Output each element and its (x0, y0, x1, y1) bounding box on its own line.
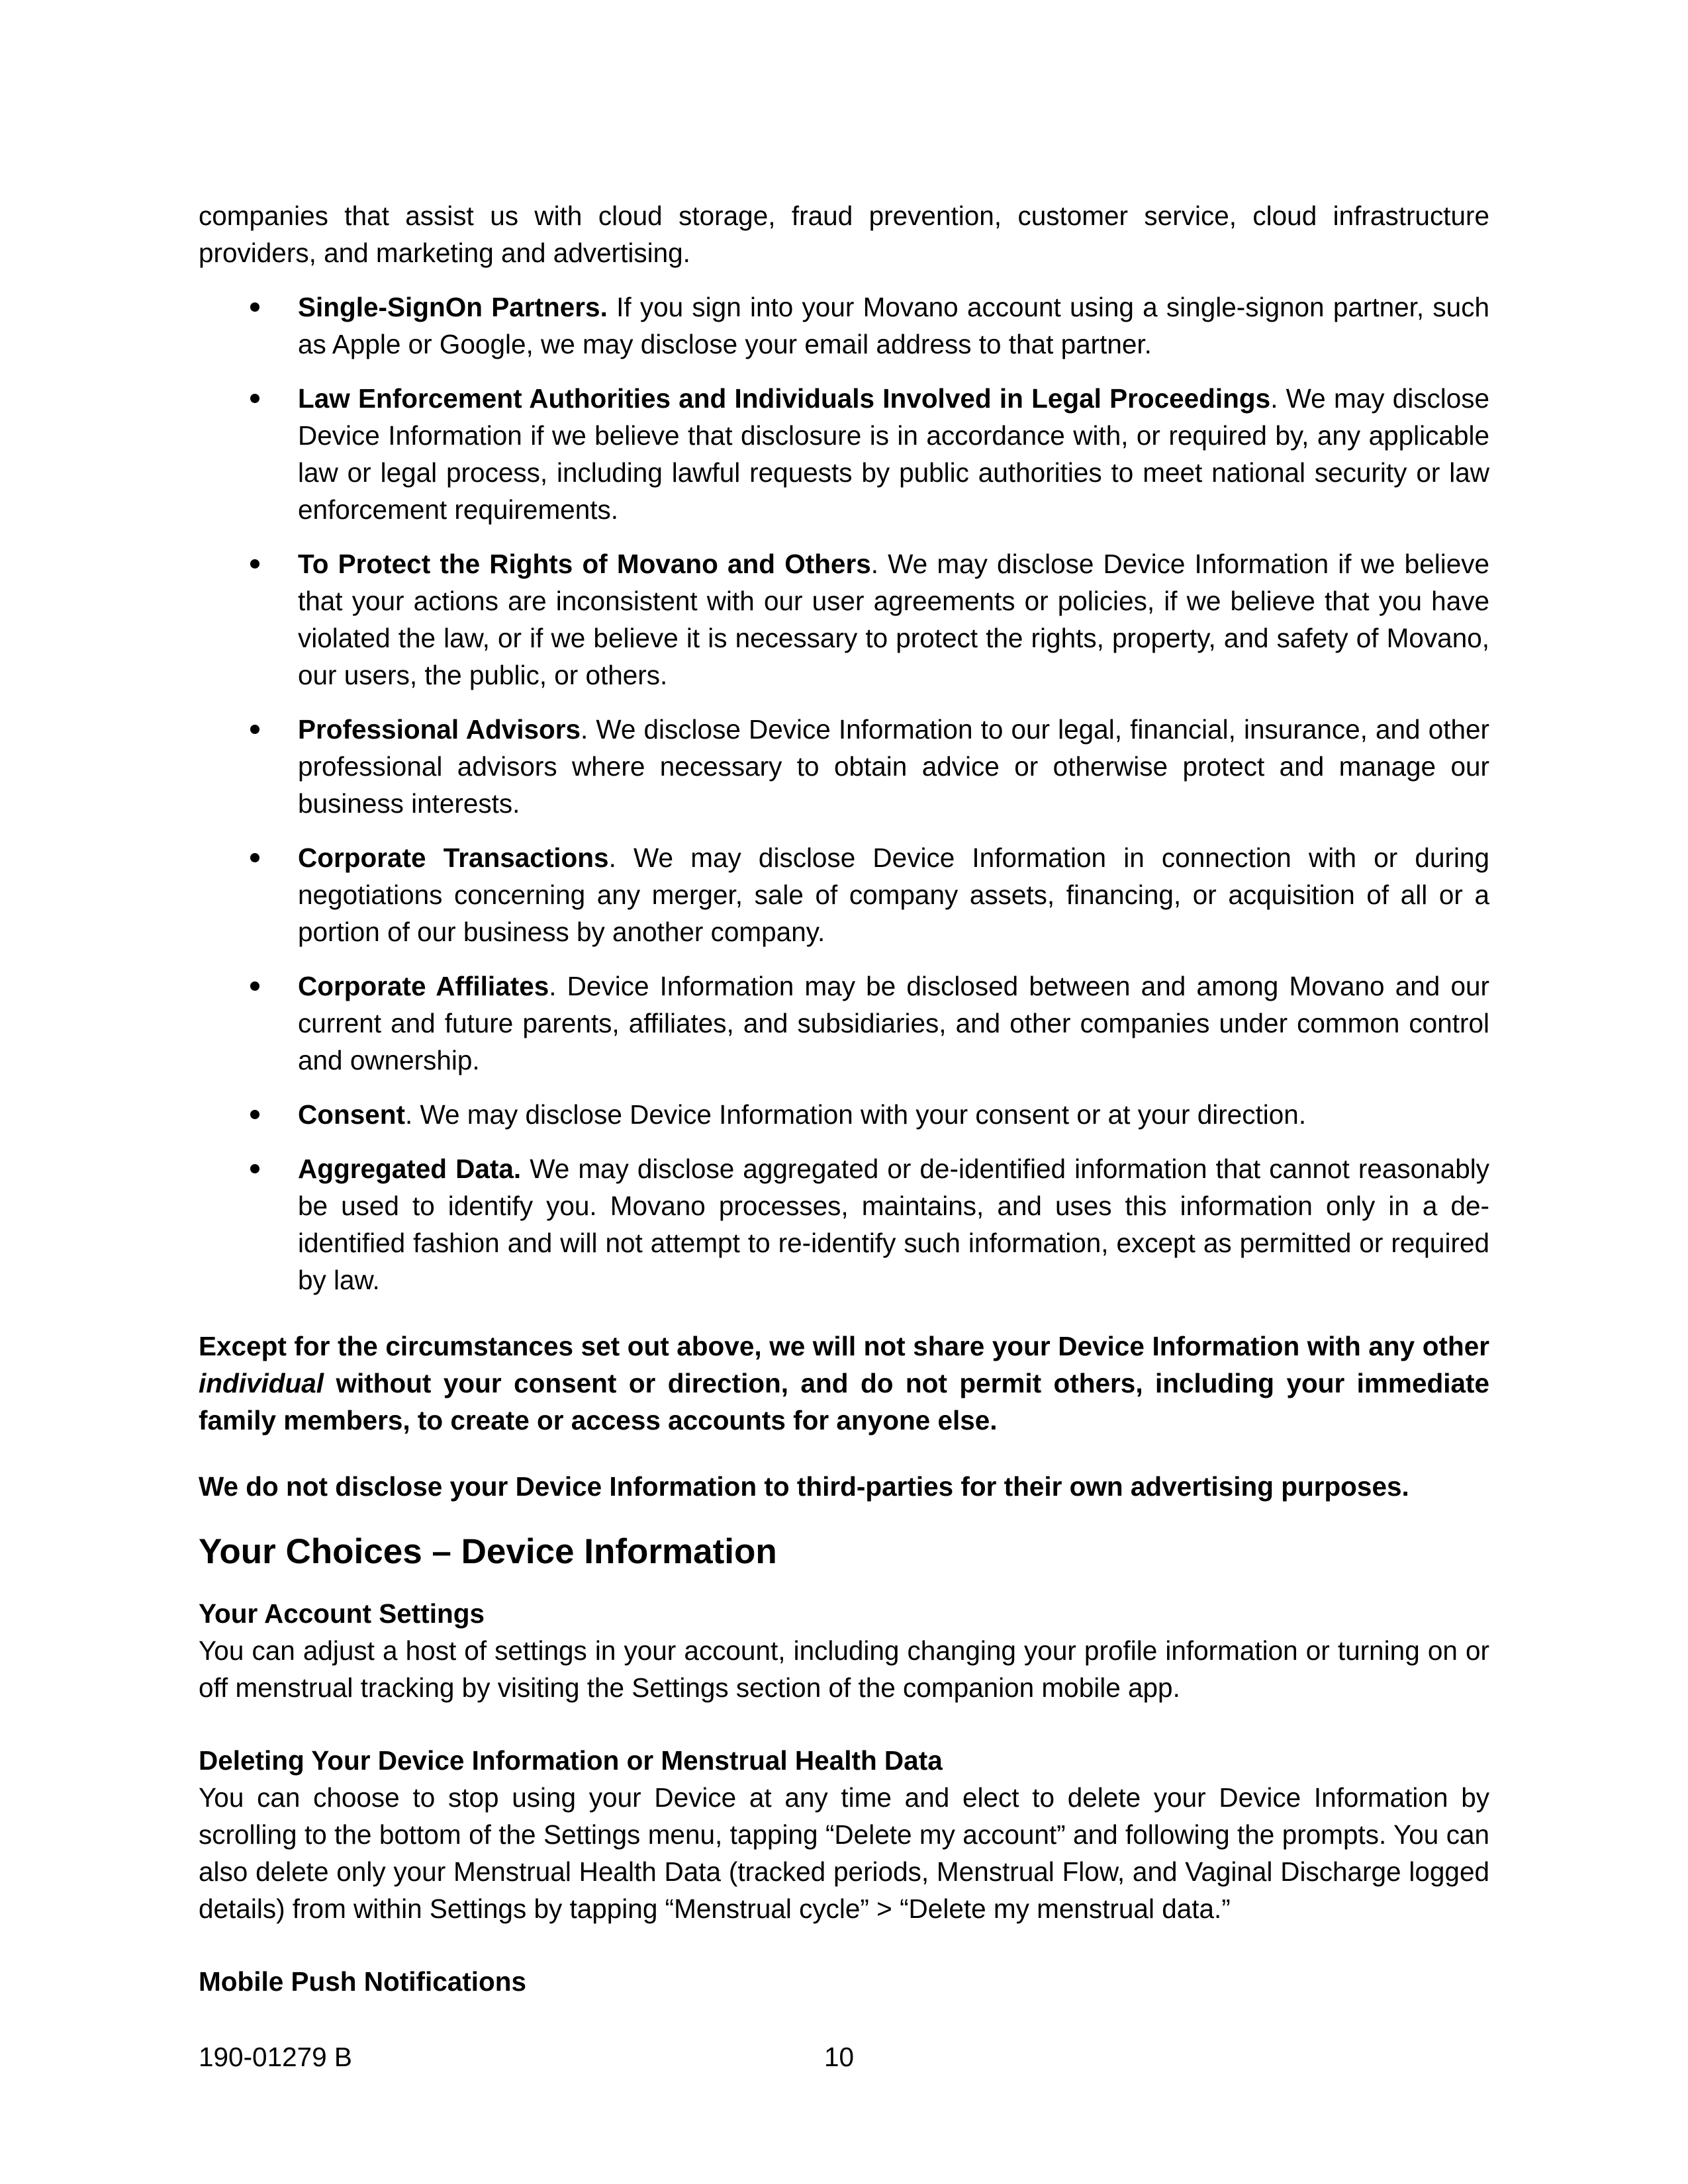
bullet-icon (250, 1164, 259, 1173)
list-item (199, 289, 1489, 363)
list-item (199, 1096, 1489, 1133)
list-item (199, 380, 1489, 528)
subsection-deleting-data (199, 1742, 1489, 1927)
disclosure-list (199, 289, 1489, 1298)
list-item-text: . We may disclose Device Information in connection with or during negotiations concerning any merger, sale of company assets, financing, or acquisition of all or a portion of our business by another company. (298, 842, 1489, 947)
list-item-text: . We disclose Device Information to our legal, financial, insurance, and other professional advisors where necessary to obtain advice or otherwise protect and manage our business interests. (298, 714, 1489, 819)
sharing-statement (199, 1328, 1489, 1439)
list-item-term: Law Enforcement Authorities and Individuals Involved in Legal Proceedings (298, 383, 1271, 414)
bullet-icon (250, 302, 259, 312)
list-item-text: . We may disclose Device Information if we believe that disclosure is in accordance with, or required by, any applicable law or legal process, including lawful requests by public authorities to meet national security or law enforcement requirements. (298, 383, 1490, 525)
bullet-icon (250, 559, 259, 569)
subsection-heading: Your Account Settings (199, 1598, 485, 1629)
advertising-statement: We do not disclose your Device Information to third-parties for their own advertising purposes. (199, 1471, 1409, 1502)
bullet-icon (250, 1110, 259, 1119)
list-item-text: . We may disclose Device Information with your consent or at your direction. (405, 1099, 1307, 1130)
section-heading: Your Choices – Device Information (199, 1532, 777, 1571)
list-item (199, 839, 1489, 950)
bullet-icon (250, 394, 259, 403)
subsection-heading: Deleting Your Device Information or Menstrual Health Data (199, 1745, 943, 1776)
list-item-text: If you sign into your Movano account using a single-signon partner, such as Apple or Google, we may disclose your email address to that partner. (298, 292, 1489, 359)
list-item (199, 1150, 1489, 1298)
list-item-term: Consent (298, 1099, 405, 1130)
sharing-statement-italic: individual (199, 1368, 324, 1398)
list-item-term: Corporate Affiliates (298, 971, 549, 1001)
page-number: 10 (824, 2042, 855, 2072)
list-item-term: To Protect the Rights of Movano and Others (298, 549, 871, 579)
bullet-icon (250, 981, 259, 991)
bullet-icon (250, 725, 259, 734)
subsection-heading: Mobile Push Notifications (199, 1966, 527, 1997)
list-item-term: Professional Advisors (298, 714, 581, 745)
document-id: 190-01279 B (199, 2042, 352, 2072)
page-content (199, 197, 1489, 2000)
subsection-body: You can adjust a host of settings in your account, including changing your profile information or turning on or off menstrual tracking by visiting the Settings section of the companion mobile app. (199, 1635, 1489, 1703)
list-item-term: Aggregated Data. (298, 1154, 522, 1184)
list-item (199, 968, 1489, 1079)
list-item-text: We may disclose aggregated or de-identified information that cannot reasonably be used to identify you. Movano processes, maintains, and uses this information only in a de-identified fashion and will not attempt to re-identify such information, except as permitted or required by law. (298, 1154, 1489, 1295)
bullet-icon (250, 853, 259, 862)
subsection-push-notifications (199, 1963, 1489, 2000)
list-item-text: . We may disclose Device Information if we believe that your actions are inconsistent with our user agreements or policies, if we believe that you have violated the law, or if we believe it is necessary to protect the rights, property, and safety of Movano, our users, the public, or others. (298, 549, 1490, 690)
subsection-account-settings (199, 1595, 1489, 1706)
sharing-statement-part: Except for the circumstances set out above, we will not share your Device Information with any other (199, 1331, 1489, 1361)
list-item (199, 711, 1489, 822)
subsection-body: You can choose to stop using your Device at any time and elect to delete your Device Information by scrolling to the bottom of the Settings menu, tapping “Delete my account” and following the prompts. You can also delete only your Menstrual Health Data (tracked periods, Menstrual Flow, and Vaginal Discharge logged details) from within Settings by tapping “Menstrual cycle” > “Delete my menstrual data.” (199, 1782, 1489, 1924)
list-item-text: . Device Information may be disclosed between and among Movano and our current and future parents, affiliates, and subsidiaries, and other companies under common control and ownership. (298, 971, 1490, 1075)
list-item-term: Corporate Transactions (298, 842, 609, 873)
list-item (199, 545, 1489, 694)
sharing-statement-part: without your consent or direction, and do not permit others, including your immediate family members, to create or access accounts for anyone else. (199, 1368, 1489, 1435)
list-item-term: Single-SignOn Partners. (298, 292, 608, 322)
continuation-paragraph: companies that assist us with cloud storage, fraud prevention, customer service, cloud infrastructure providers, and marketing and advertising. (199, 201, 1489, 268)
